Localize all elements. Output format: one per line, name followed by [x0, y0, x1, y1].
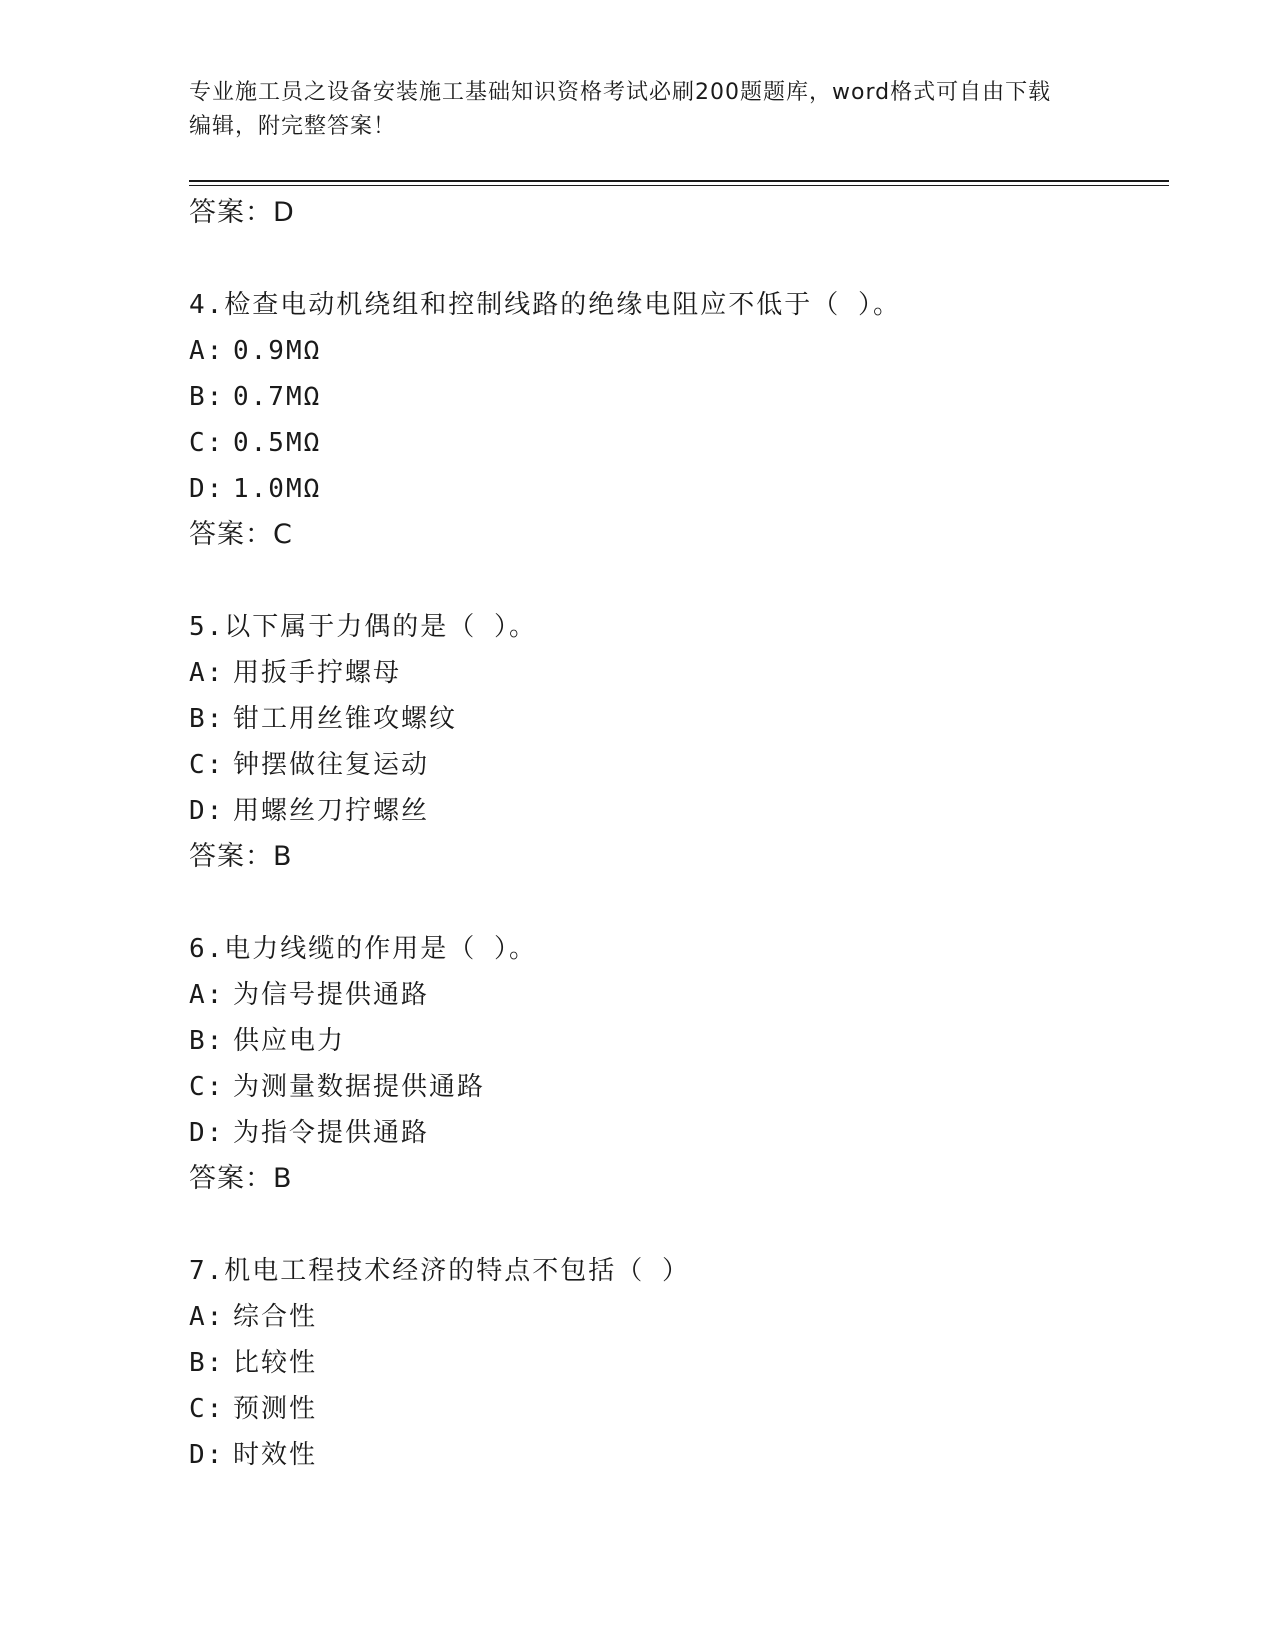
option-text: 1.0MΩ: [233, 474, 322, 504]
option-text: 预测性: [233, 1394, 318, 1424]
option-text: 为测量数据提供通路: [233, 1072, 486, 1102]
option-row: [189, 1294, 1169, 1340]
option-letter: A:: [189, 658, 225, 688]
option-letter: C:: [189, 1072, 225, 1102]
answer-line: 答案：B: [189, 841, 293, 872]
question-block: [189, 282, 1169, 604]
option-text: 用螺丝刀拧螺丝: [233, 796, 430, 826]
questions-container: [189, 282, 1169, 1478]
option-row: [189, 696, 1169, 742]
option-text: 比较性: [233, 1348, 318, 1378]
option-letter: A:: [189, 336, 225, 366]
option-row: [189, 742, 1169, 788]
option-text: 为指令提供通路: [233, 1118, 430, 1148]
option-letter: C:: [189, 1394, 225, 1424]
option-row: [189, 328, 1169, 374]
question-block: [189, 1248, 1169, 1478]
option-letter: C:: [189, 750, 225, 780]
question-stem: 5.以下属于力偶的是（ ）。: [189, 612, 537, 642]
header-rule-thin: [189, 185, 1169, 186]
option-row: [189, 374, 1169, 420]
option-letter: D:: [189, 1118, 225, 1148]
answer-line: 答案：C: [189, 519, 293, 550]
question-stem: 6.电力线缆的作用是（ ）。: [189, 934, 537, 964]
option-row: [189, 1432, 1169, 1478]
option-row: [189, 1340, 1169, 1386]
option-row: [189, 1018, 1169, 1064]
option-row: [189, 466, 1169, 512]
option-text: 用扳手拧螺母: [233, 658, 402, 688]
option-text: 综合性: [233, 1302, 318, 1332]
spacer: [189, 1202, 1169, 1248]
option-letter: B:: [189, 1348, 225, 1378]
question-list: [189, 190, 1169, 1478]
option-row: [189, 1110, 1169, 1156]
option-row: [189, 420, 1169, 466]
option-text: 钟摆做往复运动: [233, 750, 430, 780]
option-letter: D:: [189, 1440, 225, 1470]
option-row: [189, 972, 1169, 1018]
option-row: [189, 1064, 1169, 1110]
spacer: [189, 880, 1169, 926]
question-block: [189, 604, 1169, 926]
question-stem: 4.检查电动机绕组和控制线路的绝缘电阻应不低于（ ）。: [189, 290, 901, 320]
option-letter: D:: [189, 474, 225, 504]
option-text: 供应电力: [233, 1026, 346, 1056]
document-header: 专业施工员之设备安装施工基础知识资格考试必刷200题题库，word格式可自由下载编辑，附完整答案！: [189, 80, 1052, 139]
option-row: [189, 650, 1169, 696]
option-text: 钳工用丝锥攻螺纹: [233, 704, 458, 734]
spacer: [189, 558, 1169, 604]
option-letter: B:: [189, 1026, 225, 1056]
option-letter: A:: [189, 1302, 225, 1332]
option-letter: C:: [189, 428, 225, 458]
option-letter: B:: [189, 382, 225, 412]
option-letter: D:: [189, 796, 225, 826]
option-letter: A:: [189, 980, 225, 1010]
option-text: 0.9MΩ: [233, 336, 322, 366]
header-rule-thick: [189, 180, 1169, 182]
option-text: 0.5MΩ: [233, 428, 322, 458]
spacer: [189, 236, 1169, 282]
option-letter: B:: [189, 704, 225, 734]
previous-answer: 答案：D: [189, 197, 295, 228]
question-stem: 7.机电工程技术经济的特点不包括（ ）: [189, 1256, 690, 1286]
question-block: [189, 926, 1169, 1248]
option-text: 0.7MΩ: [233, 382, 322, 412]
answer-line: 答案：B: [189, 1163, 293, 1194]
option-row: [189, 788, 1169, 834]
option-text: 为信号提供通路: [233, 980, 430, 1010]
option-row: [189, 1386, 1169, 1432]
option-text: 时效性: [233, 1440, 318, 1470]
